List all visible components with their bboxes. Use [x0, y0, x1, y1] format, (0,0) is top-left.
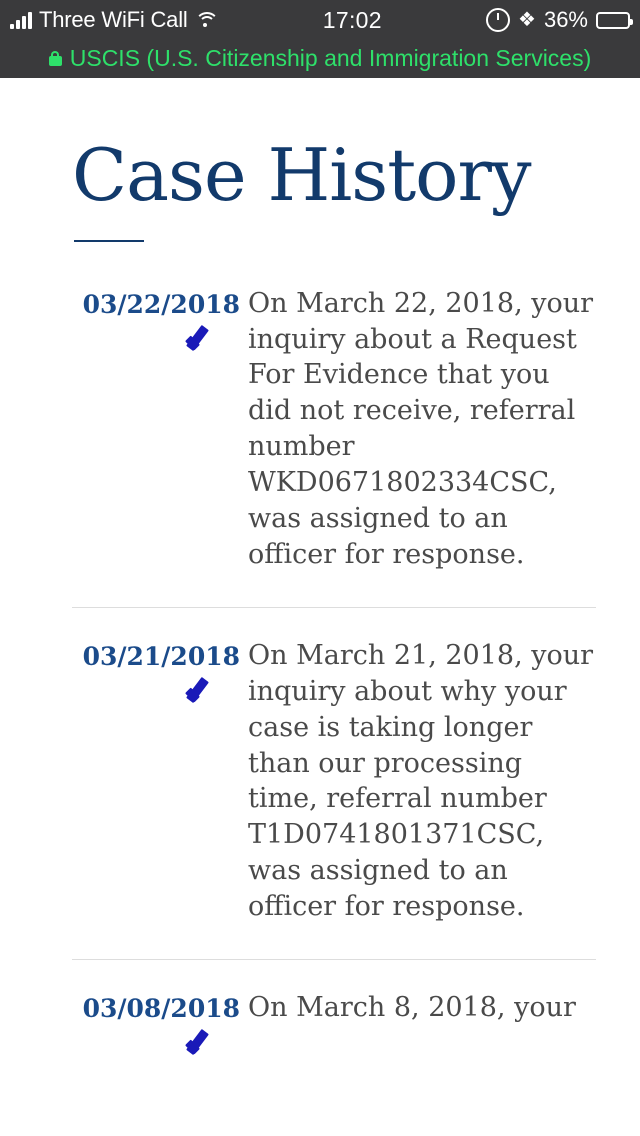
status-bar-clock: 17:02: [322, 6, 382, 33]
event-description: On March 8, 2018, your: [248, 992, 576, 1024]
checkmark-icon: [184, 1029, 218, 1063]
battery-percent-label: 36%: [543, 7, 588, 32]
list-item: [72, 608, 596, 960]
battery-icon: [596, 12, 630, 29]
wifi-icon: [195, 11, 219, 29]
list-item: [72, 960, 596, 1068]
bluetooth-icon: ❖: [518, 9, 536, 31]
event-status: [72, 325, 248, 364]
status-bar: [0, 0, 640, 40]
site-name-label: USCIS (U.S. Citizenship and Immigration Services): [69, 44, 592, 71]
event-date: 03/08/2018: [82, 994, 240, 1024]
event-description: On March 21, 2018, your inquiry about why your case is taking longer than our processing time, referral number T1D0741801371CSC, was assigned to an officer for response.: [248, 639, 594, 923]
event-date: 03/22/2018: [82, 289, 240, 319]
event-status: [72, 677, 248, 716]
page-content: [0, 78, 640, 1136]
title-underline: [74, 240, 144, 242]
content-wrapper: [0, 78, 640, 1068]
list-item: [72, 286, 596, 608]
list-item-meta: [72, 960, 248, 1068]
checkmark-icon: [184, 677, 218, 711]
event-status: [72, 1029, 248, 1068]
case-history-list: [72, 286, 596, 1069]
cellular-signal-icon: [10, 11, 32, 29]
carrier-label: Three WiFi Call: [39, 7, 188, 32]
status-bar-left: [10, 7, 219, 33]
event-description: On March 22, 2018, your inquiry about a Request For Evidence that you did not receive, referral number WKD0671802334CSC, was assigned to an officer for response.: [248, 287, 594, 570]
padlock-icon: [49, 51, 62, 66]
event-date: 03/21/2018: [82, 641, 240, 671]
list-item-meta: [72, 286, 248, 607]
browser-site-bar[interactable]: [0, 40, 640, 78]
list-item-meta: [72, 608, 248, 959]
checkmark-icon: [184, 325, 218, 359]
status-bar-right: [486, 7, 630, 33]
page-title: Case History: [72, 133, 531, 217]
rotation-lock-icon: [486, 8, 510, 32]
